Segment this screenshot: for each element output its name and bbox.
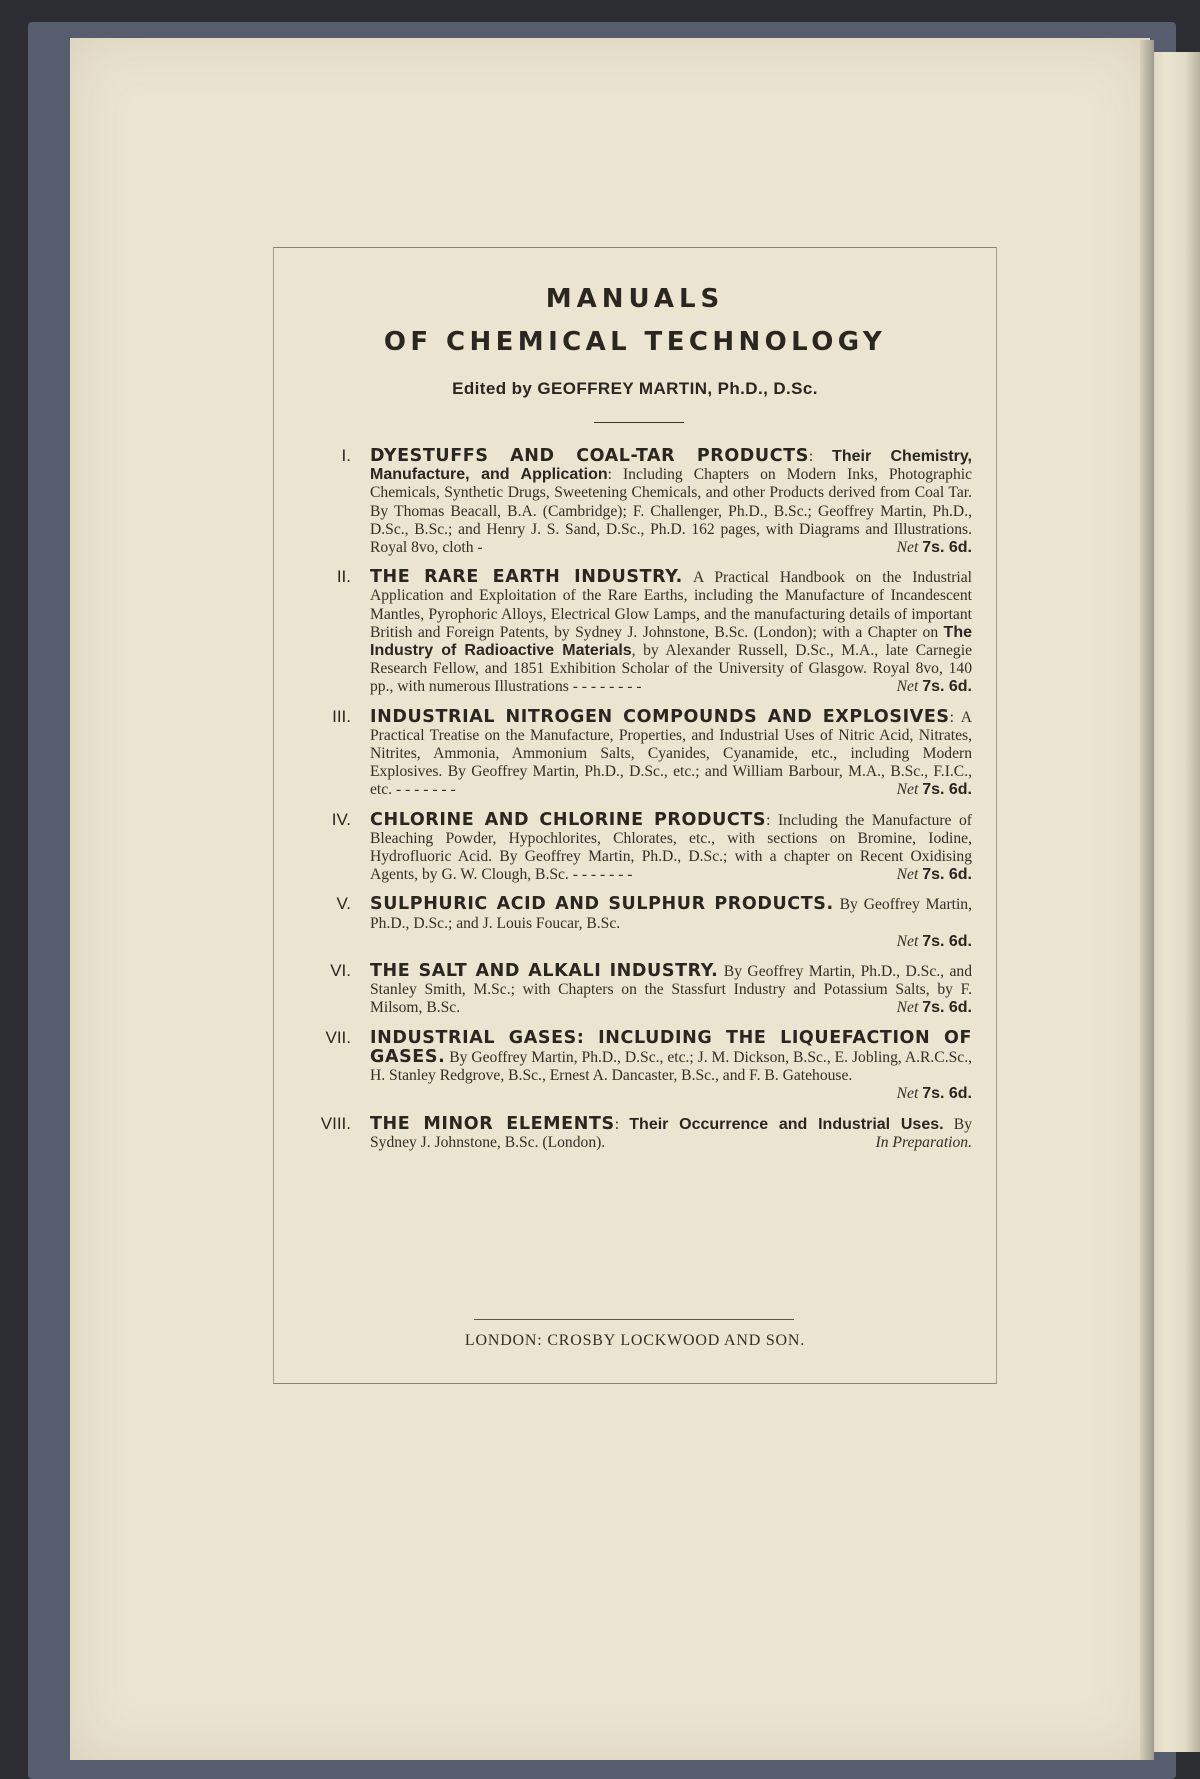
entry-number: VII. — [325, 1027, 351, 1047]
entry-price: 7s. 6d. — [922, 1085, 972, 1103]
entry-text: A Practical Handbook on the Industrial Application and Exploitation of the Rare Earths, including the Manufacture of Incandescent Mantles, Pyrophoric Alloys, Electrical Glow Lamps, and the manufacturing details of important British and Foreign Patents, by Sydney J. Johnstone, B.Sc. (London); with a Chapter on — [370, 569, 972, 641]
next-page-edge — [1150, 52, 1200, 1752]
list-item — [274, 1115, 996, 1152]
entry-separator: : — [808, 448, 833, 465]
advertisement-box — [273, 247, 997, 1384]
entry-number: VIII. — [320, 1113, 351, 1133]
entry-heading: THE RARE EARTH INDUSTRY. — [370, 567, 683, 588]
manual-list — [274, 447, 996, 1163]
entry-heading: SULPHURIC ACID AND SULPHUR PRODUCTS. — [370, 894, 834, 915]
list-item — [274, 811, 996, 885]
title-divider — [594, 422, 684, 423]
list-item — [274, 447, 996, 557]
entry-text: By Sydney J. Johnstone, B.Sc. (London). — [370, 1115, 973, 1151]
entry-price: 7s. 6d. — [922, 678, 972, 696]
entry-heading: THE MINOR ELEMENTS — [370, 1113, 615, 1134]
entry-subheading: The Industry of Radioactive Materials — [370, 623, 972, 660]
entry-heading: THE SALT AND ALKALI INDUSTRY. — [370, 961, 719, 982]
list-item — [274, 708, 996, 800]
page-gutter — [1140, 40, 1154, 1760]
entry-text-2: , by Alexander Russell, D.Sc., M.A., late Carnegie Research Fellow, and 1851 Exhibition Scholar of the University of Glasgow. Royal 8vo, 140 pp., with numerous Illustrations - - - - - - - - — [370, 642, 972, 696]
entry-subheading: Their Chemistry, Manufacture, and Application — [370, 448, 972, 484]
entry-number: V. — [336, 894, 351, 914]
net-label: Net — [896, 866, 919, 884]
list-item — [274, 568, 996, 696]
net-label: Net — [896, 678, 919, 696]
entry-text: By Geoffrey Martin, Ph.D., D.Sc., etc.; J. M. Dickson, B.Sc., E. Jobling, A.R.C.Sc., H. Stanley Redgrove, B.Sc., Ernest A. Dancaster, B.Sc., and F. B. Gatehouse. — [370, 1048, 972, 1085]
entry-heading: INDUSTRIAL GASES: INCLUDING THE LIQUEFACTION OF GASES. — [370, 1027, 972, 1067]
footer-divider — [474, 1319, 794, 1320]
title-line-2: OF CHEMICAL TECHNOLOGY — [383, 327, 887, 357]
entry-number: VI. — [330, 961, 351, 981]
entry-price: 7s. 6d. — [922, 866, 972, 884]
entry-price: 7s. 6d. — [922, 781, 972, 799]
list-item — [274, 962, 996, 1018]
entry-number: I. — [341, 446, 351, 465]
net-label: Net — [896, 932, 919, 950]
entry-number: II. — [336, 567, 351, 587]
net-label: Net — [896, 1085, 919, 1103]
entry-text: By Geoffrey Martin, Ph.D., D.Sc., and Stanley Smith, M.Sc.; with Chapters on the Stassfurt Industry and Potassium Salts, by F. Milsom, B.Sc. — [370, 963, 972, 1017]
entry-text: A Practical Treatise on the Manufacture, Properties, and Industrial Uses of Nitric Acid, Nitrates, Nitrites, Ammonia, Ammonium Salts, Cyanides, Cyanamide, etc., including Modern Explosives. By Geoffrey Martin, Ph.D., D.Sc., etc.; and William Barbour, M.A., B.Sc., F.I.C., etc. - - - - - - - — [370, 708, 973, 799]
entry-heading: DYESTUFFS AND COAL-TAR PRODUCTS — [370, 446, 809, 466]
list-item — [274, 1029, 996, 1104]
net-label: Net — [896, 999, 919, 1017]
entry-price: 7s. 6d. — [922, 539, 972, 557]
entry-heading: INDUSTRIAL NITROGEN COMPOUNDS AND EXPLOSIVES — [370, 706, 950, 727]
title-line-1: MANUALS — [545, 284, 725, 314]
entry-separator: : — [614, 1115, 630, 1133]
entry-text: Including the Manufacture of Bleaching Powder, Hypochlorites, Chlorates, etc., with sections on Bromine, Iodine, Hydrofluoric Acid. By Geoffrey Martin, Ph.D., D.Sc.; with a chapter on Recent Oxidising Agents, by G. W. Clough, B.Sc. - - - - - - - — [370, 811, 972, 884]
entry-text: By Geoffrey Martin, Ph.D., D.Sc.; and J. Louis Foucar, B.Sc. — [370, 896, 972, 932]
net-label: Net — [896, 539, 919, 557]
entry-text: : Including Chapters on Modern Inks, Photographic Chemicals, Synthetic Drugs, Sweetening Chemicals, and other Products derived from Coal Tar. By Thomas Beacall, B.A. (Cambridge); F. Challenger, Ph.D., B.Sc.; Geoffrey Martin, Ph.D., D.Sc., B.Sc.; and Henry J. S. Sand, D.Sc., Ph.D. 162 pages, with Diagrams and Illustrations. Royal 8vo, cloth - — [370, 466, 972, 557]
entry-subheading: Their Occurrence and Industrial Uses. — [629, 1115, 944, 1133]
entry-price: 7s. 6d. — [922, 999, 972, 1017]
net-label: Net — [896, 781, 919, 799]
editor-line: Edited by GEOFFREY MARTIN, Ph.D., D.Sc. — [452, 379, 818, 398]
entry-number: IV. — [331, 809, 351, 829]
entry-status: In Preparation. — [875, 1133, 972, 1151]
entry-price: 7s. 6d. — [922, 932, 972, 950]
entry-number: III. — [332, 706, 351, 726]
entry-separator: : — [949, 708, 961, 726]
list-item — [274, 895, 996, 951]
entry-separator: : — [766, 811, 778, 829]
entry-heading: CHLORINE AND CHLORINE PRODUCTS — [370, 809, 767, 830]
publisher-imprint: LONDON: CROSBY LOCKWOOD AND SON. — [464, 1332, 806, 1349]
